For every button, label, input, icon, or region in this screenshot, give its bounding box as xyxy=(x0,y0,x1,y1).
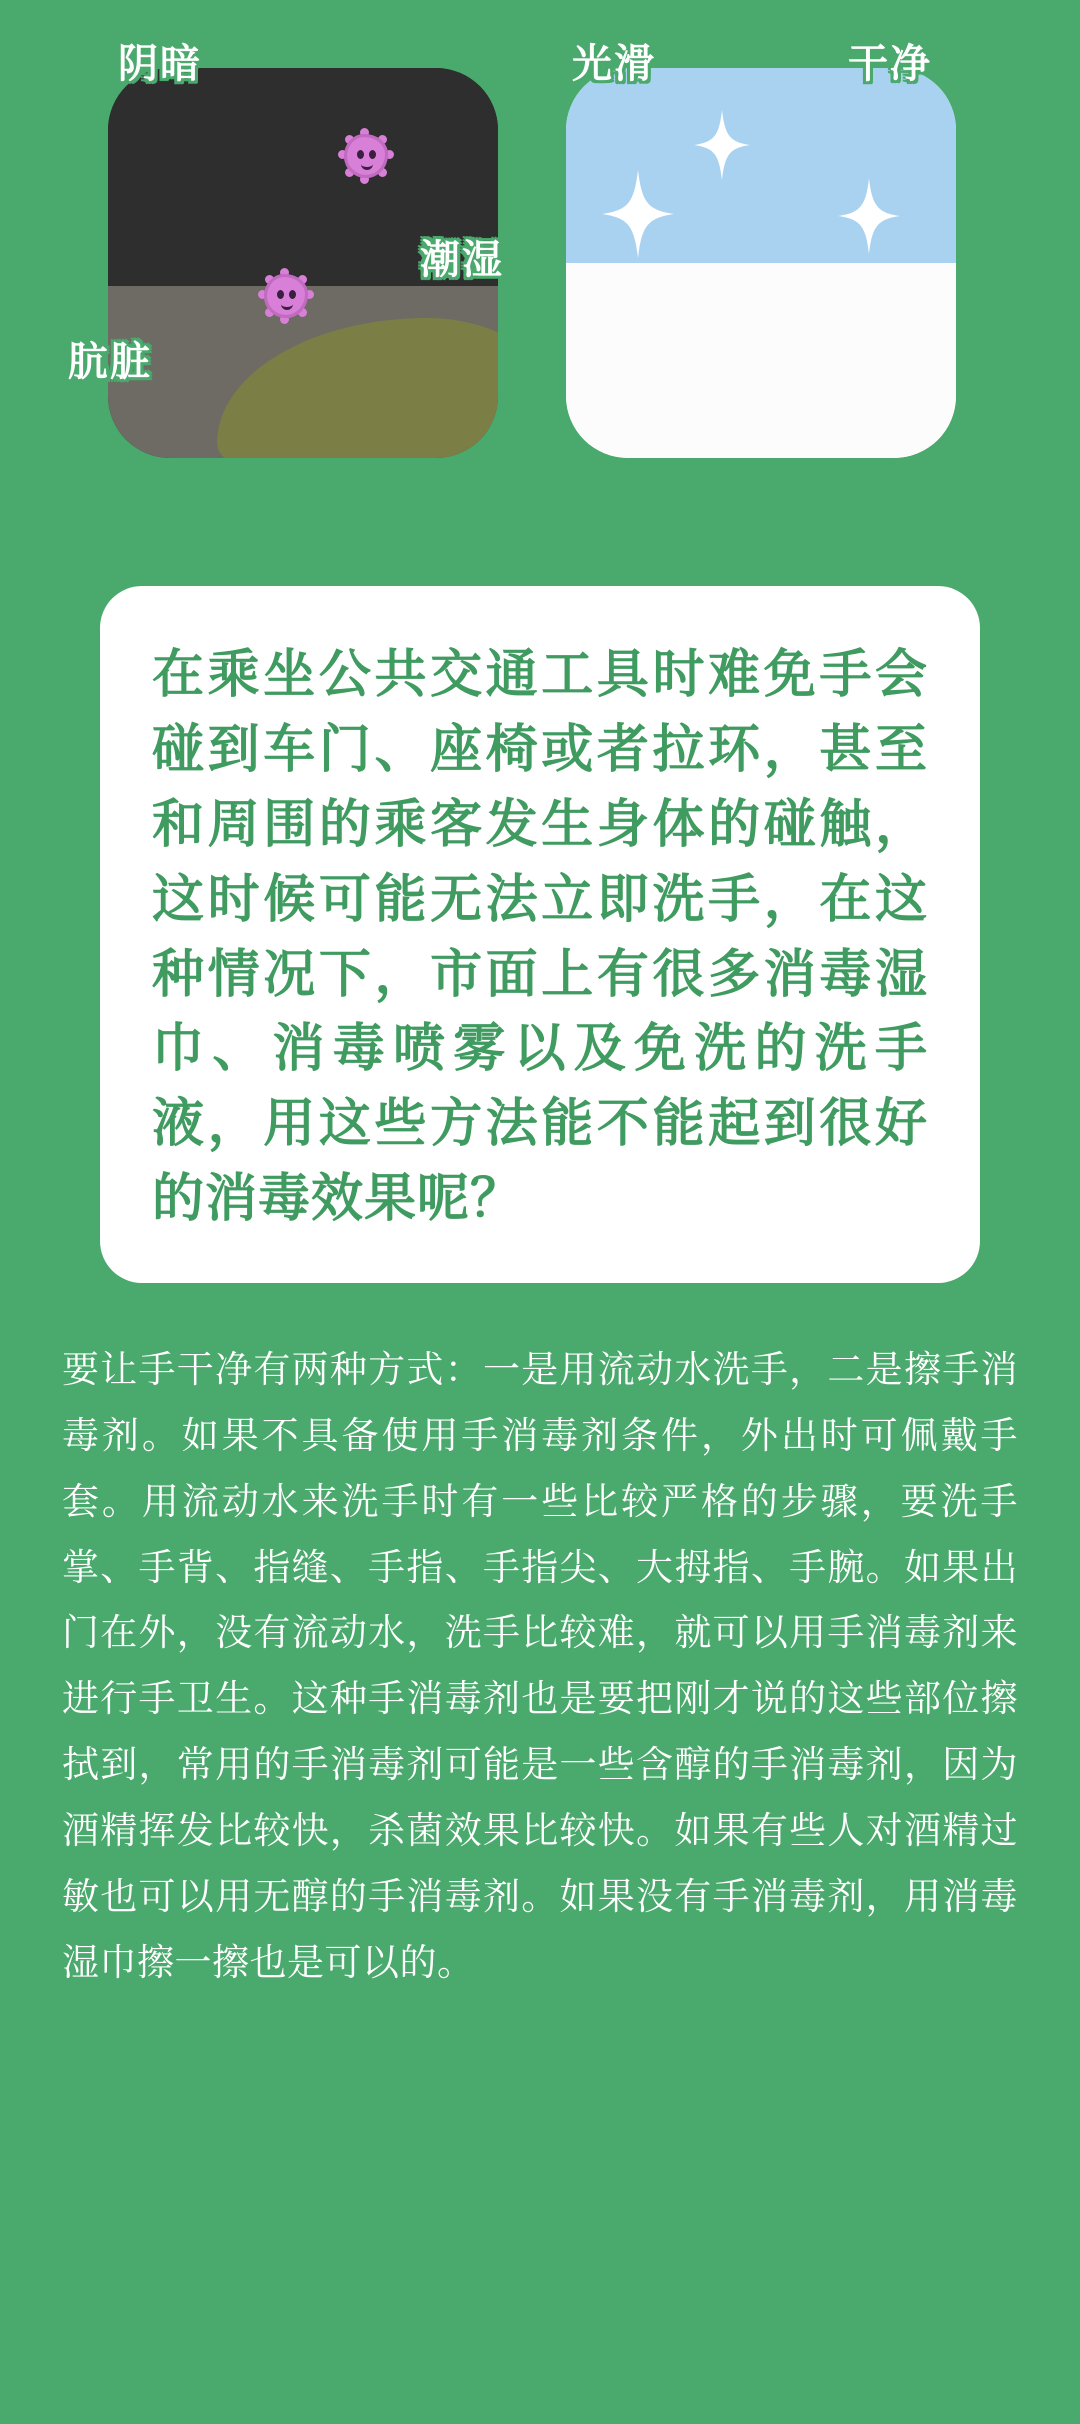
label-dark: 阴暗 xyxy=(118,42,202,86)
germ-icon xyxy=(258,268,314,324)
sparkle-icon xyxy=(694,110,750,180)
germ-icon xyxy=(338,128,394,184)
label-clean: 干净 xyxy=(848,42,932,86)
clean-floor xyxy=(566,263,956,458)
clean-environment-illustration xyxy=(566,68,956,458)
label-damp: 潮湿 xyxy=(420,238,504,282)
sparkle-icon xyxy=(602,170,674,258)
quote-card xyxy=(100,586,980,1283)
illustration-row xyxy=(0,0,1080,458)
body-paragraph: 要让手干净有两种方式：一是用流动水洗手，二是擦手消毒剂。如果不具备使用手消毒剂条件，外出时可佩戴手套。用流动水来洗手时有一些比较严格的步骤，要洗手掌、手背、指缝、手指、手指尖、大拇指、手腕。如果出门在外，没有流动水，洗手比较难，就可以用手消毒剂来进行手卫生。这种手消毒剂也是要把刚才说的这些部位擦拭到，常用的手消毒剂可能是一些含醇的手消毒剂，因为酒精挥发比较快，杀菌效果比较快。如果有些人对酒精过敏也可以用无醇的手消毒剂。如果没有手消毒剂，用消毒湿巾擦一擦也是可以的。 xyxy=(62,1349,1018,1983)
label-filthy: 肮脏 xyxy=(68,340,152,384)
quote-text: 在乘坐公共交通工具时难免手会碰到车门、座椅或者拉环，甚至和周围的乘客发生身体的碰触，这时候可能无法立即洗手，在这种情况下，市面上有很多消毒湿巾、消毒喷雾以及免洗的洗手液，用这些方法能不能起到很好的消毒效果呢？ xyxy=(152,646,928,1229)
label-smooth: 光滑 xyxy=(572,42,656,86)
sparkle-icon xyxy=(838,178,900,254)
